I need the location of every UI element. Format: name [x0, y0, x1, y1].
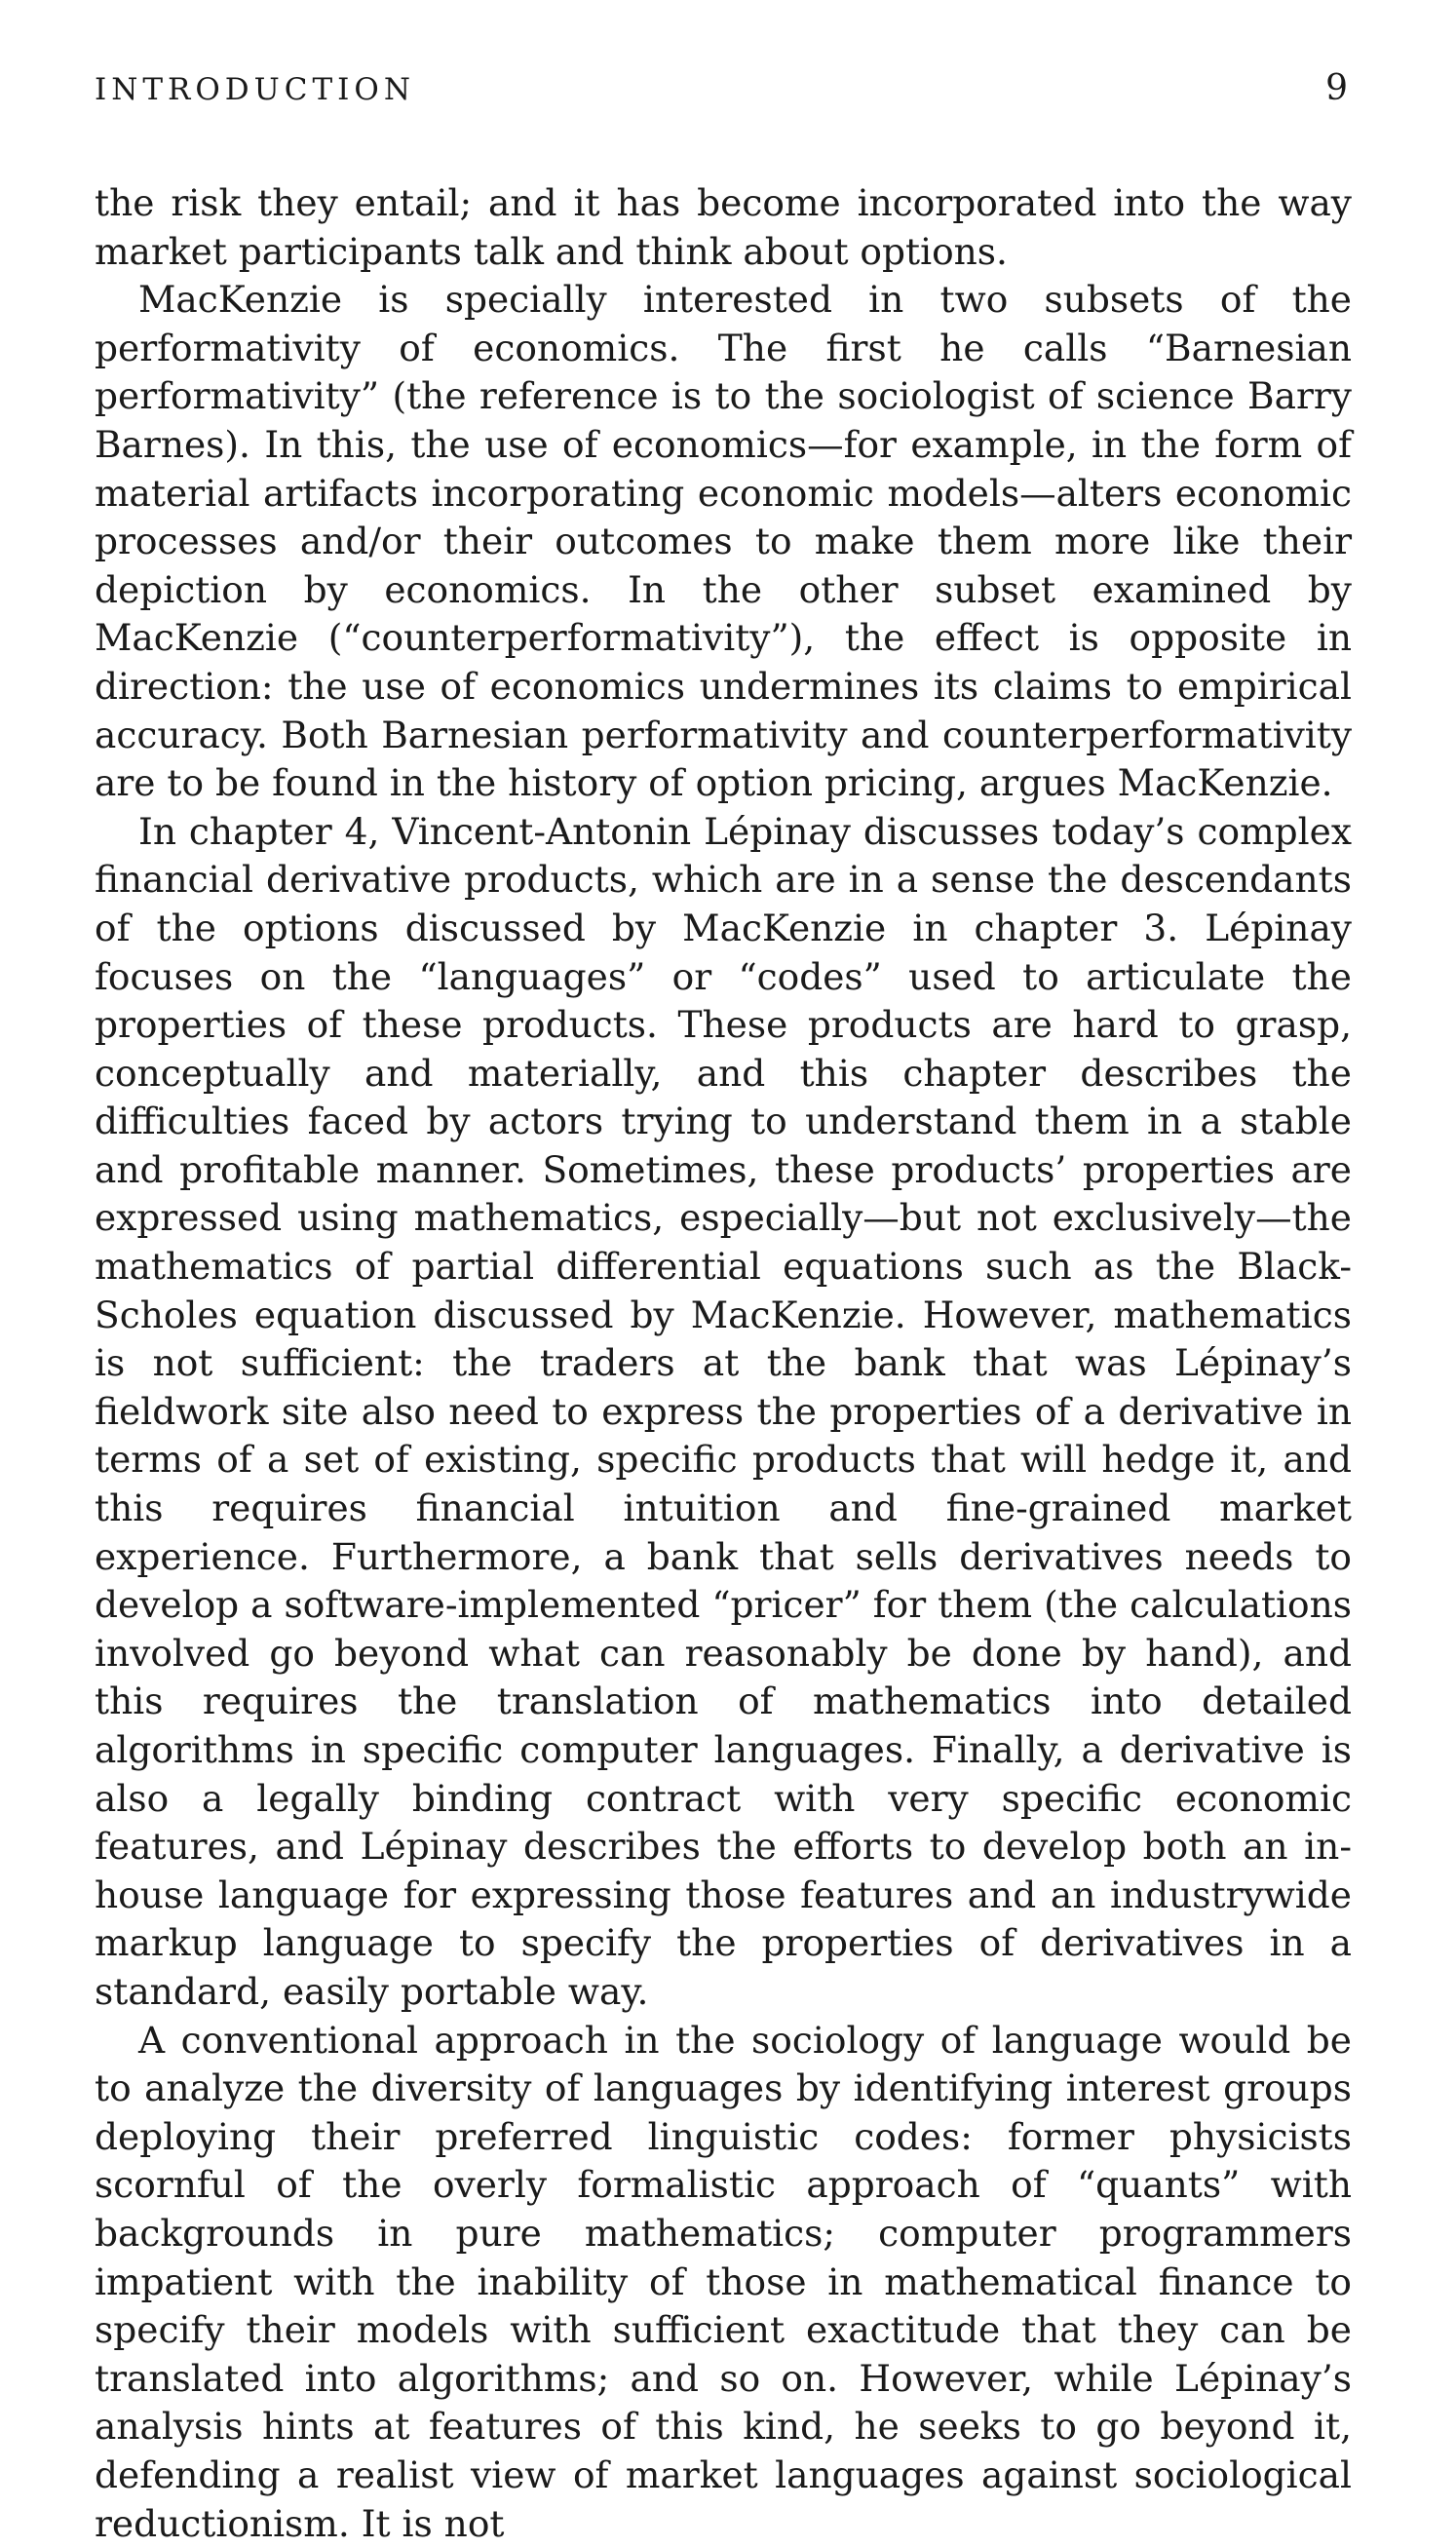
paragraph-mackenzie: MacKenzie is specially interested in two subsets of the performativity of economics. The first he calls “Barnesian performativity” (the reference is to the sociologist of science Barry Barnes). In this, the use of economics—for example, in the form of material artifacts incorporating economic models—alters economic processes and/or their outcomes to make them more like their depiction by economics. In the other subset examined by MacKenzie (“counterperformativity”), the effect is opposite in direction: the use of economics undermines its claims to empirical accuracy. Both Barnesian performativity and counterperformativity are to be found in the history of option pricing, argues MacKenzie.: [95, 278, 1352, 805]
body-text: [95, 179, 1352, 2548]
book-page: [95, 68, 1352, 2548]
paragraph-lepinay-chapter: In chapter 4, Vincent-Antonin Lépinay discusses today’s complex financial derivative products, which are in a sense the descendants of the options discussed by MacKenzie in chapter 3. Lépinay focuses on the “languages” or “codes” used to articulate the properties of these products. These products are hard to grasp, conceptually and materially, and this chapter describes the difficulties faced by actors trying to understand them in a stable and profitable manner. Sometimes, these products’ properties are expressed using mathematics, especially—but not exclusively—the mathematics of partial differential equations such as the Black-Scholes equation discussed by MacKenzie. However, mathematics is not sufficient: the traders at the bank that was Lépinay’s fieldwork site also need to express the properties of a derivative in terms of a set of existing, specific products that will hedge it, and this requires financial intuition and fine-grained market experience. Furthermore, a bank that sells derivatives needs to develop a software-implemented “pricer” for them (the calculations involved go beyond what can reasonably be done by hand), and this requires the translation of mathematics into detailed algorithms in specific computer languages. Finally, a derivative is also a legally binding contract with very specific economic features, and Lépinay describes the efforts to develop both an in-house language for expressing those features and an industrywide markup language to specify the properties of derivatives in a standard, easily portable way.: [95, 809, 1352, 2013]
page-number: 9: [1325, 68, 1348, 108]
paragraph-continuation: the risk they entail; and it has become incorporated into the way market participants talk and think about options.: [95, 181, 1352, 273]
paragraph-sociology-of-language: A conventional approach in the sociology of language would be to analyze the diversity of languages by identifying interest groups deploying their preferred linguistic codes: former physicists scornful of the overly formalistic approach of “quants” with backgrounds in pure mathematics; computer programmers impatient with the inability of those in mathematical finance to specify their models with sufficient exactitude that they can be translated into algorithms; and so on. However, while Lépinay’s analysis hints at features of this kind, he seeks to go beyond it, defending a realist view of market languages against sociological reductionism. It is not: [95, 2018, 1352, 2545]
running-title: INTRODUCTION: [95, 72, 415, 107]
running-header: [95, 68, 1352, 119]
